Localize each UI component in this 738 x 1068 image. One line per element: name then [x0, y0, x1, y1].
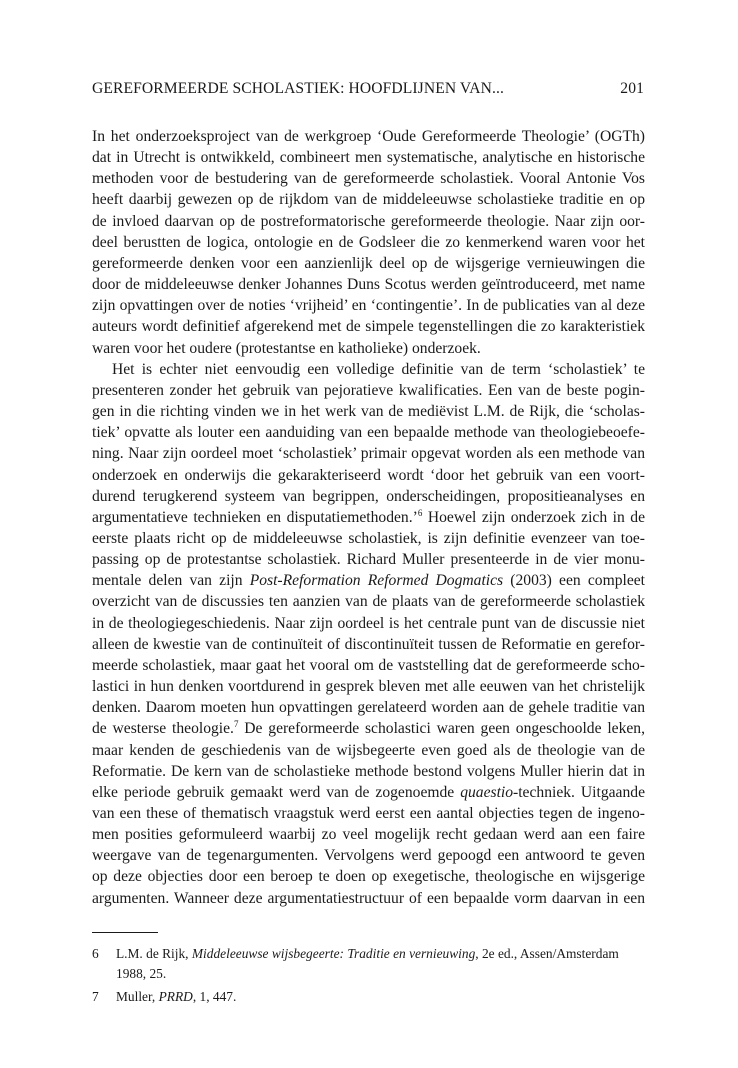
footnote-7 [92, 987, 645, 1007]
text-line: passing op de protestantse scholastiek. Richard Muller presenteerde in de vier monu- [92, 551, 645, 569]
text-line: in de theologiegeschiedenis. Naar zijn oordeel is het centrale punt van de discussie niet [92, 614, 645, 632]
text-line: argumenten. Wanneer deze argumentatiestructuur of een bepaalde vorm daarvan in een [92, 889, 645, 907]
footnote-text: L.M. de Rijk, Middeleeuwse wijsbegeerte: Traditie en vernieuwing, 2e ed., Assen/Amsterdam 1988, 25. [116, 946, 619, 981]
text-line: gereformeerde denken voor een aanzienlijk deel op de wijsgerige vernieuwingen die [92, 254, 645, 272]
text-line: denken. Daarom moeten hun opvattingen gerelateerd worden aan de gehele traditie van [92, 699, 645, 717]
running-header [92, 80, 644, 98]
text-line: de westerse theologie.$^7$ De gereformeerde scholastici waren geen ongeschoolde leken, [92, 719, 645, 738]
text-line: onderzoek en onderwijs die gekarakteriseerd wordt ‘door het gebruik van een voort- [92, 466, 645, 484]
text-line: heeft daarbij gewezen op de rijkdom van de middeleeuwse scholastieke traditie en op [92, 191, 645, 209]
text-line: In het onderzoeksproject van de werkgroep ‘Oude Gereformeerde Theologie’ (OGTh) [92, 128, 645, 145]
running-title: GEREFORMEERDE SCHOLASTIEK: HOOFDLIJNEN VAN... [92, 80, 504, 97]
text-line: deel berustten de logica, ontologie en de Godsleer die zo kenmerkend waren voor het [92, 233, 645, 251]
text-line: op deze objecties door een beroep te doen op exegetische, theologische en wijsgerige [92, 868, 645, 886]
text-line: weergave van de tegenargumenten. Vervolgens werd gepoogd een antwoord te geven [92, 847, 645, 865]
latin-term: quaestio [460, 783, 514, 801]
text-line: meerde scholastiek, maar gaat het vooral om de vaststelling dat de gereformeerde scho- [92, 656, 645, 674]
footnote-number: 6 [92, 946, 99, 961]
text-line: argumentatieve technieken en disputatiemethoden.’$^6$ Hoewel zijn onderzoek zich in de [92, 507, 646, 526]
text-line: lastici in hun denken voortdurend in gesprek bleven met alle eeuwen van het christelijk [92, 678, 645, 696]
text-line: overzicht van de discussies ten aanzien van de plaats van de gereformeerde scholastiek [92, 593, 645, 611]
footnotes [92, 944, 645, 1011]
text-line: durend terugkerend systeem van begrippen, onderscheidingen, propositieanalyses en [92, 487, 645, 505]
footnote-text: Muller, PRRD, 1, 447. [116, 989, 237, 1004]
text-line: ning. Naar zijn oordeel moet ‘scholastiek’ primair opgevat worden als een methode van [92, 445, 645, 463]
text-line: door de middeleeuwse denker Johannes Duns Scotus werden geïntroduceerd, met name [92, 276, 645, 294]
footnote-ref-6[interactable]: 6 [417, 507, 423, 518]
text-line: Reformatie. De kern van de scholastieke methode bestond volgens Muller hierin dat in [92, 762, 645, 780]
text-line: zijn opvattingen over de noties ‘vrijheid’ en ‘contingentie’. In de publicaties van al deze [92, 297, 645, 315]
footnote-ref-7[interactable]: 7 [233, 719, 239, 730]
text-line: waren voor het oudere (protestantse en katholieke) onderzoek. [92, 339, 481, 357]
page-number: 201 [620, 80, 644, 97]
text-line: maar kenden de geschiedenis van de wijsbegeerte even goed als de theologie van de [92, 741, 645, 759]
text-line: eerste plaats richt op de middeleeuwse scholastiek, is zijn definitie evenzeer van toe- [92, 529, 645, 547]
text-line: mentale delen van zijn Post-Reformation Reformed Dogmatics (2003) een compleet [92, 572, 645, 590]
text-line: Het is echter niet eenvoudig een volledige definitie van de term ‘scholastiek’ te [112, 360, 645, 378]
text-line: men posities geformuleerd waarbij zo veel mogelijk recht gedaan werd aan een faire [92, 826, 645, 844]
text-line: gen in die richting vinden we in het werk van de mediëvist L.M. de Rijk, die ‘scholas- [92, 403, 645, 421]
text-line: dat in Utrecht is ontwikkeld, combineert men systematische, analytische en historische [92, 149, 645, 167]
text-line: tiek’ opvatte als louter een aanduiding van een bepaalde methode van theologiebeoefe- [92, 424, 645, 442]
text-line: elke periode gebruik gemaakt werd van de zogenoemde quaestio-techniek. Uitgaande [92, 783, 645, 801]
footnote-number: 7 [92, 989, 99, 1004]
body-text [92, 126, 645, 909]
text-line: van een these of thematisch vraagstuk werd eerst een aantal objecties tegen de ingeno- [92, 805, 645, 822]
text-line: de invloed daarvan op de postreformatorische gereformeerde theologie. Naar zijn oor- [92, 212, 645, 230]
text-line: presenteren zonder het gebruik van pejoratieve kwalificaties. Een van de beste pogin- [92, 381, 645, 399]
footnote-6 [92, 944, 645, 983]
text-line: alleen de kwestie van de continuïteit of discontinuïteit tussen de Reformatie en gerefor- [92, 635, 645, 653]
footnote-separator [92, 932, 158, 933]
book-title: Post-Reformation Reformed Dogmatics [249, 572, 504, 590]
text-line: methoden voor de bestudering van de gereformeerde scholastiek. Vooral Antonie Vos [92, 170, 645, 188]
text-line: auteurs wordt definitief afgerekend met de simpele tegenstellingen die zo karakteristiek [92, 318, 645, 336]
